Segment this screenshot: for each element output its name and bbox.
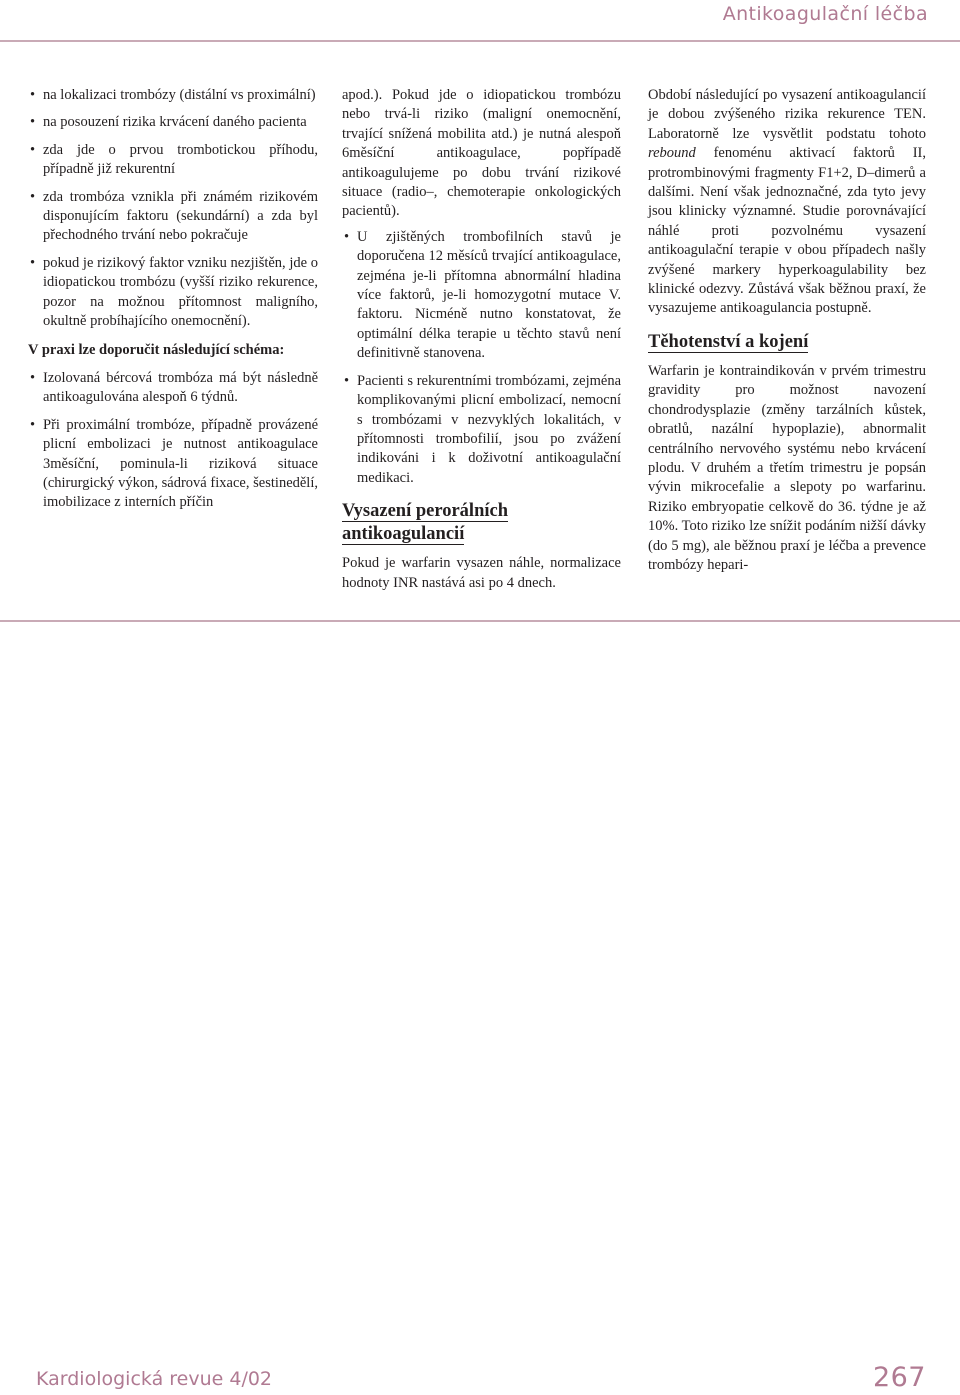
list-item: • na lokalizaci trombózy (distální vs proximální) bbox=[28, 86, 318, 105]
list-item: • zda trombóza vznikla při známém rizikovém disponujícím faktoru (sekundární) a zda byl přechodného trvání nebo pokračuje bbox=[28, 188, 318, 246]
list-item: • Izolovaná bércová trombóza má být následně antikoagulována alespoň 6 týdnů. bbox=[28, 369, 318, 408]
factor-list bbox=[28, 86, 318, 331]
list-item: • zda jde o prvou trombotickou příhodu, případně již rekurentní bbox=[28, 141, 318, 180]
list-item: • pokud je rizikový faktor vzniku nezjištěn, jde o idiopatickou trombózu (vyšší riziko rekurence, pozor na možnou přítomnost maligního, okultně probíhajícího onemocnění). bbox=[28, 254, 318, 332]
page-number: 267 bbox=[872, 1362, 926, 1393]
rebound-term: rebound bbox=[648, 145, 696, 162]
list-item: • Při proximální trombóze, případně provázené plicní embolizaci je nutnost antikoagulace 3měsíční, pominula-li riziková situace (chirurgický výkon, sádrová fixace, šestinedělí, imobilizace z interních příčin bbox=[28, 416, 318, 513]
rebound-paragraph bbox=[648, 86, 926, 319]
section-heading-withdrawal bbox=[342, 500, 621, 546]
text-column-3 bbox=[648, 86, 926, 581]
duration-list bbox=[342, 228, 621, 488]
content-divider bbox=[0, 620, 960, 622]
rebound-text-end: fenoménu aktivací faktorů II, protrombinovými fragmenty F1+2, D–dimerů a dalšími. Není však jednoznačné, zda tyto jevy jsou klinicky významné. Studie porovnávající náhlé proti pozvolnému vysazení antikoagulační terapie v obou případech našly zvýšené markery hyperkoagulability bez klinické odezvy. Zůstává však běžnou praxí, že vysazujeme antikoagulancia postupně. bbox=[648, 145, 926, 317]
section-heading-text: Těhotenství a kojení bbox=[648, 331, 809, 352]
section-heading-pregnancy bbox=[648, 331, 926, 354]
pregnancy-paragraph: Warfarin je kontraindikován v prvém trimestru gravidity pro možnost navození chondrodysplazie (změny tarzálních kůstek, obratlů, nazální hypoplazie), abnormalit centrálního nervového systému nebo krvácení plodu. V druhém a třetím trimestru je popsán vývin mikrocefalie a slepoty po warfarinu. Riziko embryopatie celkově do 36. týdne je až 10%. Toto riziko lze snížit podáním nižší dávky (do 5 mg), ale běžnou praxí je léčba a prevence trombózy hepari- bbox=[648, 362, 926, 573]
list-item: • na posouzení rizika krvácení daného pacienta bbox=[28, 113, 318, 132]
list-item: • U zjištěných trombofilních stavů je doporučena 12 měsíců trvající antikoagulace, zejména je-li přítomna abnormální hladina více faktorů, je-li homozygotní mutace V. faktoru. Nicméně nutno konstatovat, že optimální délka terapie u těchto stavů není definitivně stanovena. bbox=[342, 228, 621, 364]
rebound-text-start: Období následující po vysazení antikoagulancií je dobou zvýšeného rizika rekurence TEN. Laboratorně lze vysvětlit podstatu tohoto bbox=[648, 87, 926, 142]
scheme-heading: V praxi lze doporučit následující schéma: bbox=[28, 342, 285, 359]
running-title: Antikoagulační léčba bbox=[722, 3, 928, 25]
journal-name: Kardiologická revue 4/02 bbox=[36, 1368, 273, 1390]
scheme-list bbox=[28, 369, 318, 513]
text-column-1 bbox=[28, 86, 318, 521]
withdrawal-paragraph: Pokud je warfarin vysazen náhle, normalizace hodnoty INR nastává asi po 4 dnech. bbox=[342, 555, 621, 591]
list-item: • Pacienti s rekurentními trombózami, zejména komplikovanými plicní embolizací, nemocní s trombózami v nezvyklých lokalitách, v přítomnosti trombofilií, jsou po zvážení indikováni i k doživotní antikoagulační medikaci. bbox=[342, 372, 621, 488]
section-heading-text: Vysazení perorálních antikoagulancií bbox=[342, 501, 508, 545]
running-header bbox=[0, 0, 960, 42]
continuation-paragraph: apod.). Pokud jde o idiopatickou trombózu nebo trvá-li riziko (maligní onemocnění, trvající snížená mobilita atd.) je nutná alespoň 6měsíční antikoagulace, popřípadě antikoagulujeme po dobu trvání rizikové situace (radio–, chemoterapie onkologických pacientů). bbox=[342, 87, 621, 220]
text-column-2 bbox=[342, 86, 621, 599]
